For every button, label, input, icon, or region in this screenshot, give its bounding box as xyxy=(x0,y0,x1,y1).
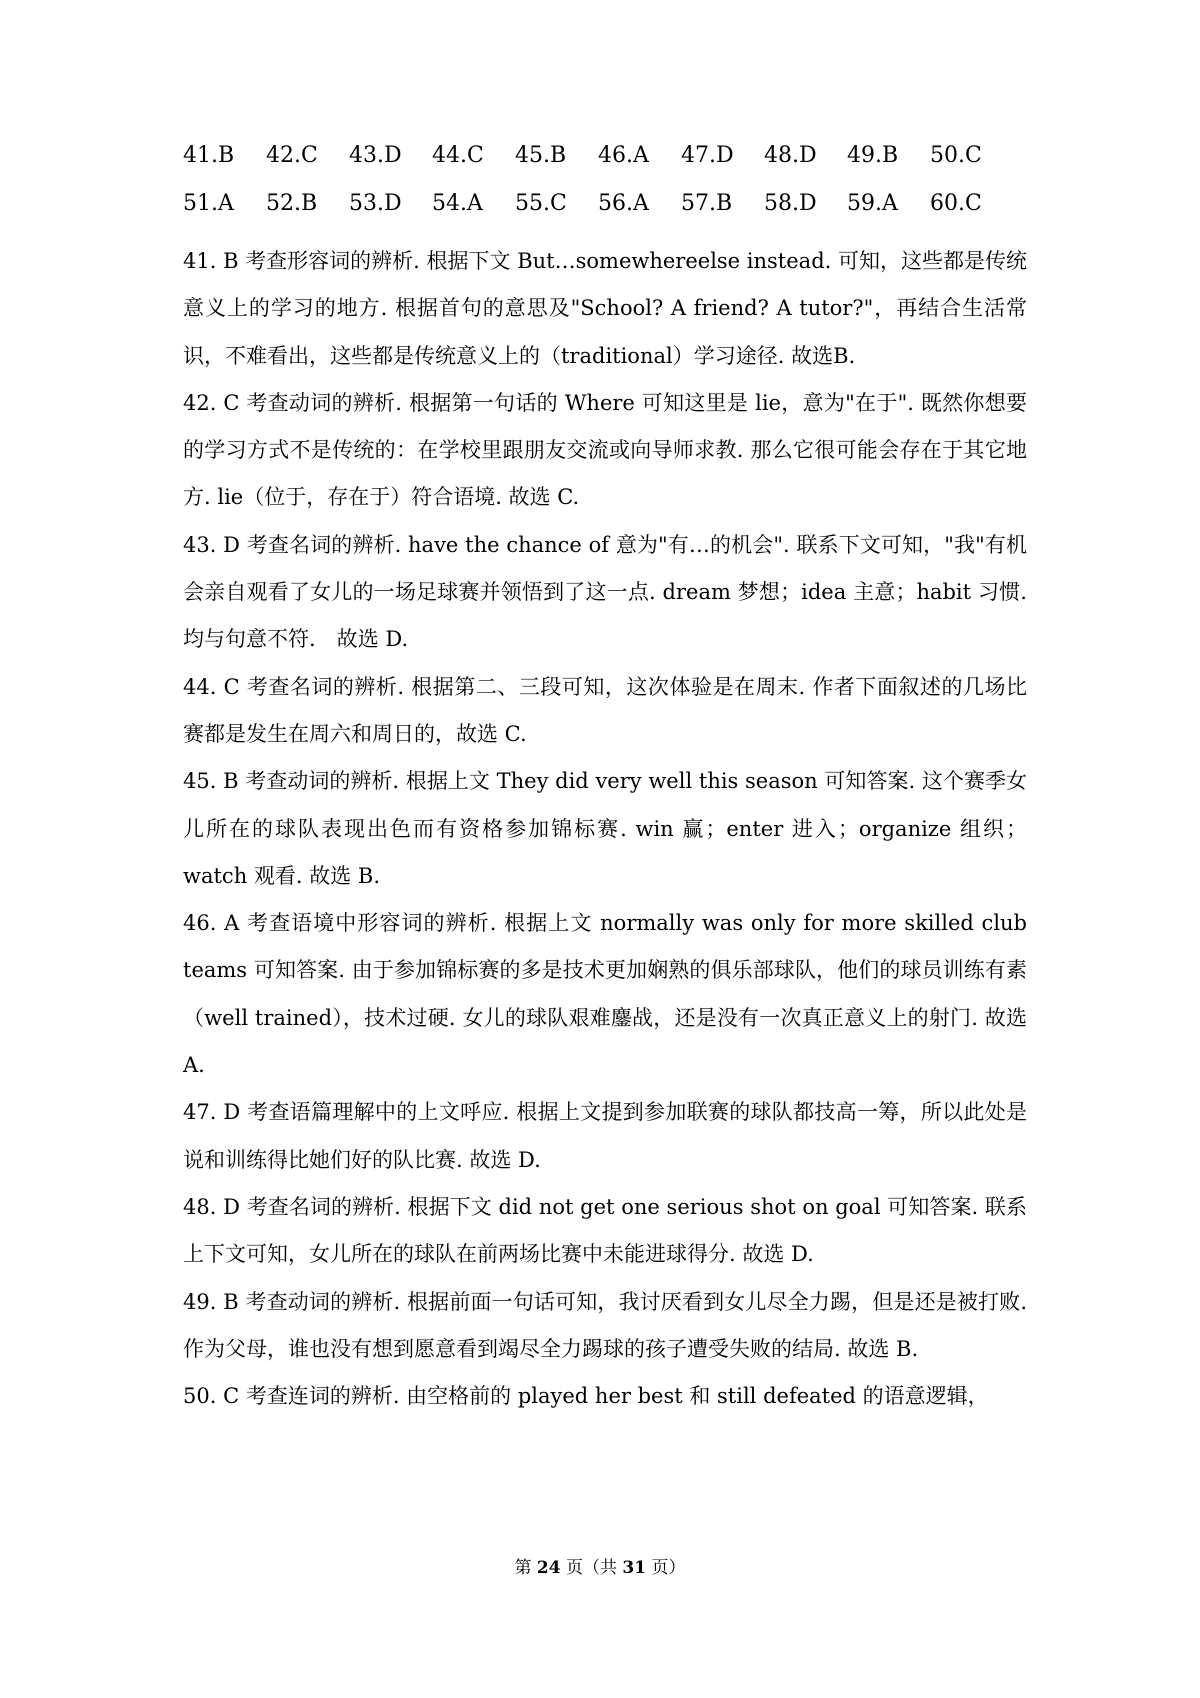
footer-prefix: 第 xyxy=(514,1558,532,1578)
answer-key-row-1 xyxy=(183,136,1043,176)
answer-cell: 56.A xyxy=(598,191,649,216)
answer-cell: 51.A xyxy=(183,191,234,216)
footer-suffix: 页） xyxy=(651,1558,686,1578)
page-footer xyxy=(0,1553,1200,1583)
explanation-50: 50. C 考查连词的辨析. 由空格前的 played her best 和 still defeated 的语意逻辑， xyxy=(183,1384,989,1409)
answer-cell: 47.D xyxy=(681,143,734,168)
answer-cell: 41.B xyxy=(183,143,235,168)
answer-cell: 57.B xyxy=(681,191,733,216)
explanation-41: 41. B 考查形容词的辨析. 根据下文 But…somewhereelse instead. 可知，这些都是传统意义上的学习的地方. 根据首句的意思及"School? A friend? A tutor?"，再结合生活常识，不难看出，这些都是传统意义上的（traditional）学习途径. 故选B. xyxy=(183,249,1027,368)
answer-cell: 45.B xyxy=(515,143,567,168)
explanation-46: 46. A 考查语境中形容词的辨析. 根据上文 normally was only for more skilled club teams 可知答案. 由于参加锦标赛的多是技术更加娴熟的俱乐部球队，他们的球员训练有素（well trained），技术过硬. 女儿的球队艰难鏖战，还是没有一次真正意义上的射门. 故选 A. xyxy=(183,911,1027,1078)
footer-total-pages: 31 xyxy=(622,1558,647,1578)
answer-cell: 50.C xyxy=(930,143,982,168)
answer-cell: 52.B xyxy=(266,191,318,216)
answer-key-row-2 xyxy=(183,184,1043,224)
explanation-43: 43. D 考查名词的辨析. have the chance of 意为"有…的机会". 联系下文可知，"我"有机会亲自观看了女儿的一场足球赛并领悟到了这一点. dream 梦想；idea 主意；habit 习惯. 均与句意不符. 故选 D. xyxy=(183,532,1027,652)
explanation-42: 42. C 考查动词的辨析. 根据第一句话的 Where 可知这里是 lie，意为"在于". 既然你想要的学习方式不是传统的：在学校里跟朋友交流或向导师求教. 那么它很可能会存在于其它地方. lie（位于，存在于）符合语境. 故选 C. xyxy=(183,390,1027,510)
answer-cell: 48.D xyxy=(764,143,817,168)
answer-cell: 59.A xyxy=(847,191,898,216)
answer-cell: 53.D xyxy=(349,191,402,216)
answer-cell: 44.C xyxy=(432,143,484,168)
explanation-47: 47. D 考查语篇理解中的上文呼应. 根据上文提到参加联赛的球队都技高一筹，所以此处是说和训练得比她们好的队比赛. 故选 D. xyxy=(183,1100,1027,1172)
explanation-48: 48. D 考查名词的辨析. 根据下文 did not get one serious shot on goal 可知答案. 联系上下文可知，女儿所在的球队在前两场比赛中未能进球得分. 故选 D. xyxy=(183,1194,1027,1267)
answer-cell: 42.C xyxy=(266,143,318,168)
answer-cell: 46.A xyxy=(598,143,649,168)
answer-cell: 58.D xyxy=(764,191,817,216)
footer-page-number: 24 xyxy=(536,1558,561,1578)
answer-cell: 49.B xyxy=(847,143,899,168)
answer-cell: 43.D xyxy=(349,143,402,168)
footer-middle: 页（共 xyxy=(566,1558,617,1578)
explanation-44: 44. C 考查名词的辨析. 根据第二、三段可知，这次体验是在周末. 作者下面叙述的几场比赛都是发生在周六和周日的，故选 C. xyxy=(183,674,1027,746)
answer-cell: 54.A xyxy=(432,191,483,216)
explanation-45: 45. B 考查动词的辨析. 根据上文 They did very well this season 可知答案. 这个赛季女儿所在的球队表现出色而有资格参加锦标赛. win 赢；enter 进入；organize 组织；watch 观看. 故选 B. xyxy=(183,769,1027,888)
explanation-49: 49. B 考查动词的辨析. 根据前面一句话可知，我讨厌看到女儿尽全力踢，但是还是被打败. 作为父母，谁也没有想到愿意看到竭尽全力踢球的孩子遭受失败的结局. 故选 B. xyxy=(183,1289,1027,1361)
explanations xyxy=(183,238,1027,1420)
answer-cell: 60.C xyxy=(930,191,982,216)
answer-cell: 55.C xyxy=(515,191,567,216)
